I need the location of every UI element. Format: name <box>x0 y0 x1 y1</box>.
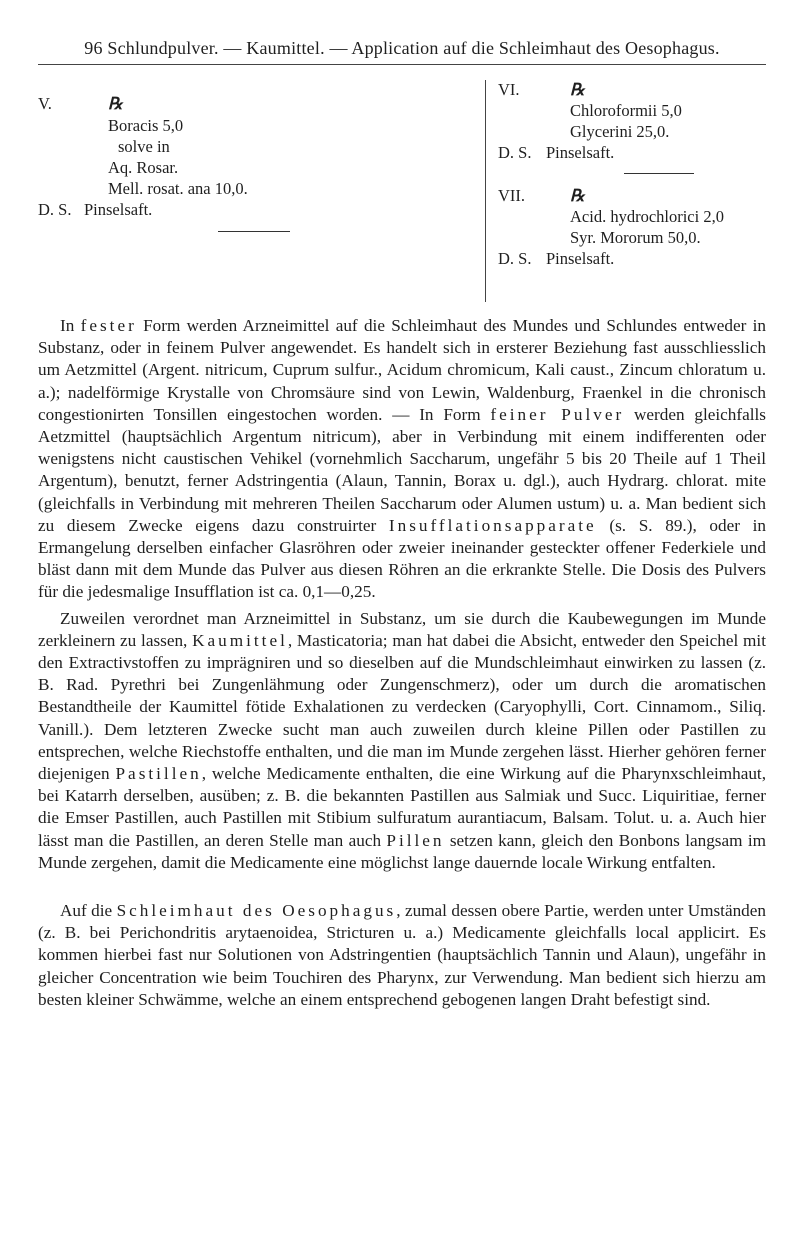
recipe-number: V. <box>38 94 52 113</box>
recipe-number: VII. <box>498 186 526 205</box>
text-run: In <box>60 316 81 335</box>
paragraph-topical-powders <box>38 315 766 604</box>
ingredient-line: Syr. Mororum 50,0. <box>570 228 701 247</box>
emphasis-term: Insufflationsapparate <box>388 515 597 535</box>
signa-label: D. S. <box>498 143 532 162</box>
emphasis-term: Pillen <box>386 830 445 850</box>
header-rule <box>38 64 766 65</box>
recipe-block <box>38 76 766 296</box>
ingredient-line: Acid. hydrochlorici 2,0 <box>570 207 724 226</box>
rx-symbol: ℞ <box>570 186 585 205</box>
running-head: 96 Schlundpulver. — Kaumittel. — Application auf die Schleimhaut des Oesophagus. <box>84 38 720 58</box>
emphasis-term: Schleimhaut des Oesophagus <box>116 901 397 921</box>
text-run: (s. S. 89.), oder in Ermangelung derselben einfacher Glasröhren oder zweier ineinander gesteckter offener Federkiele und bläst dann mit dem Munde das Pulver aus diesen Röhren an die erkrankte Stelle. Die Dosis des Pulvers für die jedesmalige Insufflation ist ca. 0,1—0,25. <box>38 515 766 602</box>
recipe-number: VI. <box>498 80 520 99</box>
paragraph-masticatoria <box>38 608 766 874</box>
author-names: Lewin, Waldenburg, Fraenkel <box>431 382 643 402</box>
signa-label: D. S. <box>38 200 72 219</box>
text-run: , welche Medicamente enthalten, die eine Wirkung auf die Pharynxschleimhaut, bei Katarrh derselben, ausüben; z. B. die bekannten Pastillen aus Salmiak und Succ. Liquiritiae, ferner die Emser Pastillen, auch Pastillen mit Stibium sulfuratum aurantiacum, Balsam. Tolut. u. a. Auch hier lässt man die Pastillen, an deren Stelle man auch <box>38 764 766 850</box>
text-run: Form werden Arzneimittel auf die Schleimhaut des Mundes und Schlundes entweder in Substanz, oder in feinem Pulver angewendet. Es handelt sich in ersterer Beziehung fast ausschliesslich um Aetzmittel (Argent. nitricum, Cuprum sulfur., Acidum chromicum, Kali caust., Zincum chloratum u. a.); nadelförmige Krystalle von Chromsäure sind von <box>38 316 766 402</box>
emphasis-term: feiner Pulver <box>490 404 625 424</box>
signa-label: D. S. <box>498 249 532 268</box>
usage-text: Pinselsaft. <box>546 143 615 162</box>
emphasis-term: fester <box>80 316 137 335</box>
ingredient-line: solve in <box>118 137 170 156</box>
rx-symbol: ℞ <box>108 94 123 113</box>
rx-symbol: ℞ <box>570 80 585 99</box>
text-run: werden gleichfalls Aetzmittel (hauptsächlich Argentum nitricum), aber in Verbindung mit einem indifferenten oder wenigstens nicht caustischen Vehikel (vornehmlich Saccharum, ungefähr 5 bis 20 Theile auf 1 Theil Argentum), benutzt, ferner Adstringentia (Alaun, Tannin, Borax u. dgl.), auch Hydrarg. chlorat. mite (gleichfalls in Verbindung mit mehreren Theilen Saccharum oder Alumen ustum) u. a. Man bedient sich zu diesem Zwecke eigens dazu construirter <box>38 404 766 535</box>
ingredient-line: Aq. Rosar. <box>108 158 179 177</box>
usage-text: Pinselsaft. <box>546 249 615 268</box>
ingredient-line: Glycerini 25,0. <box>570 122 670 141</box>
text-run: setzen kann, gleich den Bonbons langsam im Munde zergehen, damit die Medicamente eine möglichst lange dauernde locale Wirkung entfalten. <box>38 830 766 872</box>
recipe-separator <box>218 231 290 232</box>
body-text <box>38 315 766 1011</box>
ingredient-line: Mell. rosat. ana 10,0. <box>108 179 248 198</box>
usage-text: Pinselsaft. <box>84 200 153 219</box>
ingredient-line: Boracis 5,0 <box>108 116 184 135</box>
text-run: , zumal dessen obere Partie, werden unter Umständen (z. B. bei Perichondritis arytaenoidea, Stricturen u. a.) Medicamente gleichfalls local applicirt. Es kommen hierbei fast nur Solutionen von Adstringentien (hauptsächlich Tannin und Alaun), ungefähr in gleicher Concentration wie beim Touchiren des Pharynx, zur Verwendung. Man bedient sich hierzu am besten kleiner Schwämme, welche an einem entsprechend gebogenen langen Draht befestigt sind. <box>38 901 766 1009</box>
column-divider <box>485 80 486 302</box>
paragraph-oesophagus <box>38 900 766 1011</box>
emphasis-term: Pastillen <box>115 764 202 784</box>
emphasis-term: Kaumittel <box>192 630 288 650</box>
text-run: in die chronisch congestionirten Tonsillen eingestochen worden. — In Form <box>38 382 766 424</box>
text-run: , Masticatoria; man hat dabei die Absicht, entweder den Speichel mit den Extractivstoffen zu imprägniren und so dieselben auf die Mundschleimhaut einwirken zu lassen (z. B. Rad. Pyrethri bei Zungenlähmung oder Zungenschmerz), oder um durch die aromatischen Bestandtheile der Kaumittel fötide Exhalationen zu verdecken (Caryophylli, Cort. Cinnamom., Siliq. Vanill.). Dem letzteren Zwecke sucht man auch zuweilen durch kleine Pillen oder Pastillen zu entsprechen, welche Riechstoffe enthalten, und die man im Munde zergehen lässt. Hierher gehören ferner diejenigen <box>38 630 766 784</box>
text-run: Auf die <box>60 901 117 921</box>
ingredient-line: Chloroformii 5,0 <box>570 101 682 120</box>
recipe-separator <box>624 173 694 174</box>
text-run: Zuweilen verordnet man Arzneimittel in Substanz, um sie durch die Kaubewegungen im Munde zerkleinern zu lassen, <box>38 608 766 650</box>
